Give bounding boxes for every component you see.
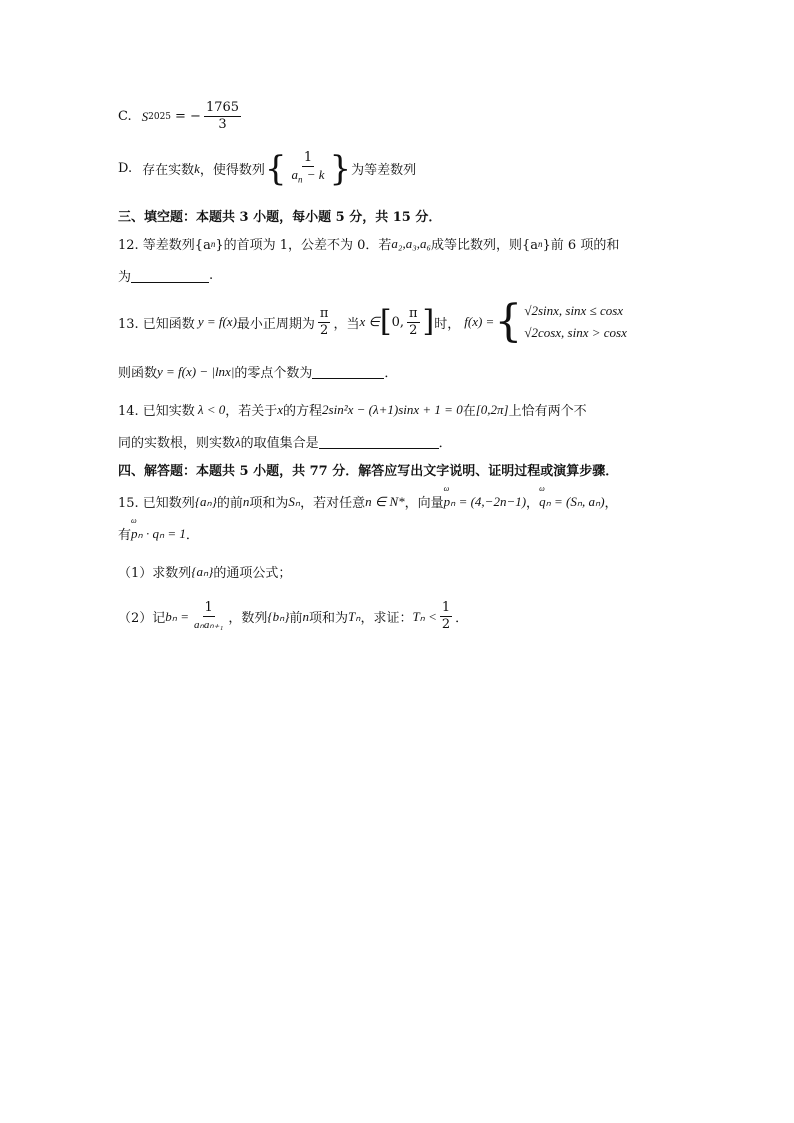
sum-symbol: S [141, 108, 149, 124]
left-brace: { [264, 148, 287, 189]
vector-q: ω qₙ = (Sₙ, aₙ) [539, 494, 604, 510]
question-12-line1: 12. 等差数列{a n }的首项为 1，公差不为 0．若 a₂,a₃,a₆ 成等比数列，则{a n }前 6 项的和 [118, 235, 620, 253]
question-12-line2: 为 . [118, 268, 214, 285]
question-15-line1: 15. 已知数列 {aₙ} 的前 n 项和为 Sₙ ，若对任意 n ∈ N* ，向量 ω pₙ = (4,−2n−1) ， ω qₙ = (Sₙ, aₙ) ， [118, 492, 618, 511]
option-c [118, 100, 244, 133]
fraction: $\frac{1}{a_n - k}$ [291, 150, 325, 185]
question-15-part2: （2）记 bₙ = $\frac{1}{\text{aₙaₙ₊₁}}$ ，数列 {bₙ} 前 n 项和为 Tₙ ，求证： Tₙ < $\frac{1}{2}$ ． [118, 600, 469, 632]
question-14-line1: 14. 已知实数 λ < 0 ，若关于 x 的方程 2sin²x − (λ+1)sinx + 1 = 0 在 [0,2π] 上恰有两个不 [118, 401, 587, 419]
sum-subscript: 2025 [148, 111, 172, 122]
fraction: $\frac{1765}{3}$ [205, 100, 240, 132]
right-brace: } [329, 148, 352, 189]
dot-product: ω pₙ · qₙ = 1 [131, 526, 186, 542]
fraction-half: $\frac{1}{2}$ [441, 600, 451, 632]
question-15-part1: （1）求数列 {aₙ} 的通项公式； [118, 563, 292, 581]
vector-p: ω pₙ = (4,−2n−1) [444, 494, 526, 510]
fraction-bn: $\frac{1}{\text{aₙaₙ₊₁}}$ [193, 600, 224, 631]
piecewise-cases: √2sinx, sinx ≤ cosx √2cosx, sinx > cosx [524, 303, 627, 340]
question-13-line2: 则函数 y = f(x) − |lnx| 的零点个数为 ． [118, 363, 398, 381]
question-14-line2: 同的实数根，则实数 λ 的取值集合是 ． [118, 433, 452, 451]
equals-minus: = − [175, 109, 201, 124]
question-15-line2: 有 ω pₙ · qₙ = 1 ． [118, 524, 199, 543]
option-label: D. [118, 161, 133, 177]
question-13-line1: 13. 已知函数 y = f(x) 最小正周期为 $\frac{\pi}{2}$ ，当 x ∈ [ 0, $\frac{\pi}{2}$ ] 时， f(x) = { √2sinx, sinx ≤ cosx √2cosx, sinx > cosx [118, 296, 627, 347]
section-four-heading: 四、解答题：本题共 5 小题，共 77 分．解答应写出文字说明、证明过程或演算步骤． [118, 464, 619, 479]
section-three-heading: 三、填空题：本题共 3 小题，每小题 5 分，共 15 分． [118, 210, 442, 225]
fraction-pi-over-2: $\frac{\pi}{2}$ [319, 305, 329, 338]
option-label: C. [118, 109, 132, 124]
answer-blank[interactable] [319, 434, 439, 449]
answer-blank[interactable] [131, 268, 209, 283]
answer-blank[interactable] [312, 364, 384, 379]
piecewise-brace: { [494, 296, 523, 347]
option-d: D. 存在实数 k ，使得数列 { $\frac{1}{a_n - k}$ } 为等差数列 [118, 148, 417, 189]
